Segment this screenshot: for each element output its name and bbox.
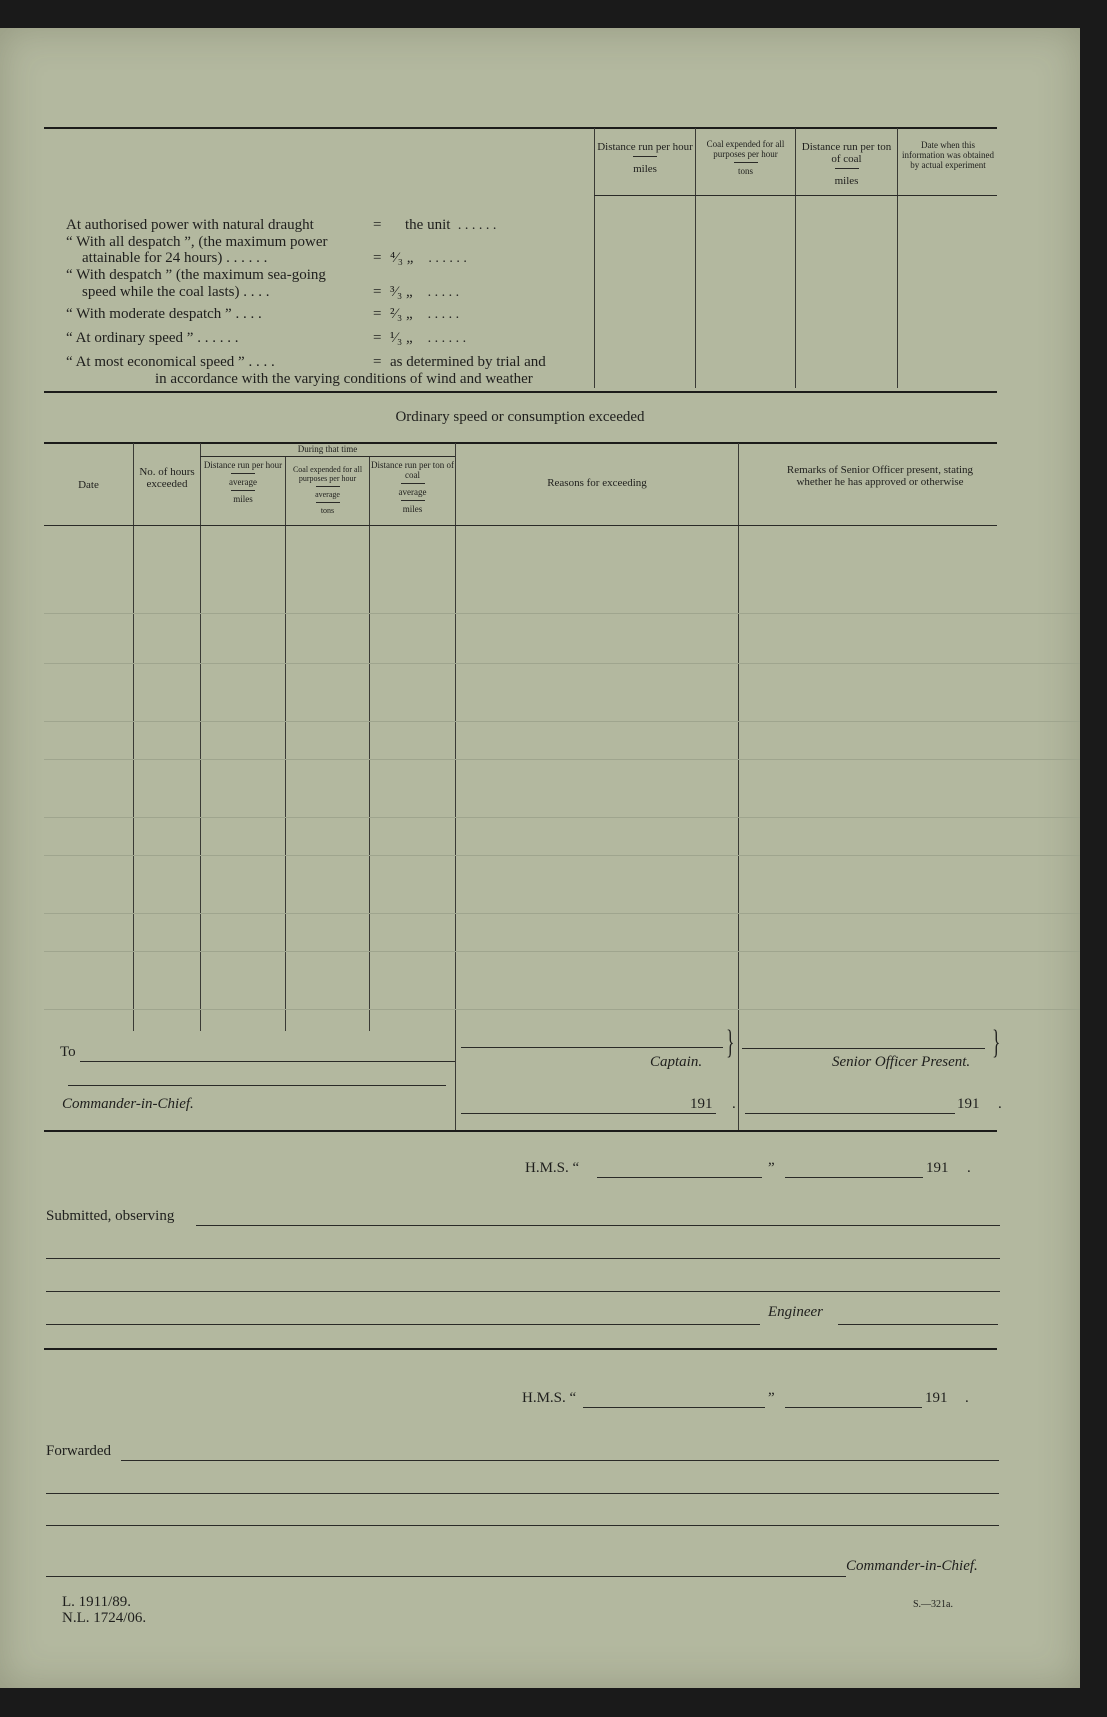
col-divider: [455, 443, 456, 1131]
row-value: ³⁄₃ „ . . . . .: [390, 284, 460, 300]
submitted-line-4[interactable]: [46, 1324, 760, 1325]
header-distance-per-ton: Distance run per ton of coal miles: [801, 141, 892, 187]
mid-table-bottom-rule: [44, 1130, 997, 1132]
header-sub-distance: Distance run per hour average miles: [203, 460, 283, 504]
forwarded-line[interactable]: [121, 1460, 999, 1461]
hms-prefix: H.M.S. “: [522, 1390, 577, 1406]
ledger-line: [44, 817, 1080, 818]
ledger-line: [44, 1009, 1080, 1010]
senior-signature-line[interactable]: [742, 1048, 985, 1049]
row-authorised-power: At authorised power with natural draught: [66, 217, 314, 233]
row-value: as determined by trial and: [390, 354, 546, 370]
col-divider: [897, 128, 898, 388]
senior-officer-label: Senior Officer Present.: [832, 1054, 971, 1070]
row-value: the unit . . . . . .: [405, 217, 497, 233]
col-divider: [695, 128, 696, 388]
row-eq: =: [373, 354, 382, 370]
row-value: ⁴⁄₃ „ . . . . . .: [390, 250, 467, 266]
row-value: ²⁄₃ „ . . . . .: [390, 306, 460, 322]
submitted-line-2[interactable]: [46, 1258, 1000, 1259]
forwarded-line-2[interactable]: [46, 1493, 999, 1494]
header-during: During that time: [297, 444, 358, 454]
header-hours: No. of hours exceeded: [139, 466, 195, 490]
row-moderate-despatch: “ With moderate despatch ” . . . .: [66, 306, 262, 322]
ledger-line: [44, 913, 1080, 914]
mid-header-rule: [44, 525, 997, 526]
top-table-rule: [44, 127, 997, 129]
col-divider: [594, 128, 595, 388]
col-divider: [738, 443, 739, 1131]
captain-label: Captain.: [650, 1054, 703, 1070]
header-distance-per-hour: Distance run per hour miles: [597, 141, 693, 175]
to-line[interactable]: [80, 1061, 455, 1062]
row-value: ¹⁄₃ „ . . . . . .: [390, 330, 467, 346]
commander-label: Commander-in-Chief.: [62, 1096, 194, 1112]
submitted-line[interactable]: [196, 1225, 1000, 1226]
hms-prefix: H.M.S. “: [525, 1160, 580, 1176]
row-line2: attainable for 24 hours) . . . . . .: [82, 250, 268, 266]
top-table-bottom-rule: [44, 391, 997, 393]
section-title: Ordinary speed or consumption exceeded: [395, 409, 645, 425]
form-page: [0, 28, 1080, 1688]
submitted-label: Submitted, observing: [46, 1208, 175, 1224]
hms-period: .: [965, 1390, 969, 1406]
header-coal-per-hour: Coal expended for all purposes per hour tons: [706, 139, 785, 176]
captain-date-line[interactable]: [461, 1113, 716, 1114]
row-ordinary-speed: “ At ordinary speed ” . . . . . .: [66, 330, 239, 346]
ledger-line: [44, 721, 1080, 722]
ledger-line: [44, 613, 1080, 614]
during-rule: [200, 456, 455, 457]
col-divider: [200, 443, 201, 1031]
senior-date-line[interactable]: [745, 1113, 955, 1114]
ship-name-line[interactable]: [583, 1407, 765, 1408]
forwarded-label: Forwarded: [46, 1443, 111, 1459]
header-date-obtained: Date when this information was obtained by actual experiment: [902, 140, 994, 170]
ship-name-line[interactable]: [597, 1177, 762, 1178]
row-all-despatch: “ With all despatch ”, (the maximum power: [66, 234, 328, 250]
col-divider: [795, 128, 796, 388]
col-divider: [285, 456, 286, 1031]
ledger-line: [44, 855, 1080, 856]
col-divider: [369, 456, 370, 1031]
to-label: To: [60, 1044, 76, 1060]
forwarded-line-4[interactable]: [46, 1576, 846, 1577]
mid-table-rule: [44, 442, 997, 444]
engineer-label: Engineer: [768, 1304, 823, 1320]
header-reasons: Reasons for exceeding: [547, 477, 647, 489]
header-sub-per-ton: Distance run per ton of coal average miles: [371, 460, 454, 514]
senior-year: 191: [957, 1096, 980, 1112]
senior-period: .: [998, 1096, 1002, 1112]
captain-period: .: [732, 1096, 736, 1112]
reference-1: L. 1911/89.: [62, 1594, 132, 1610]
header-date: Date: [78, 479, 99, 491]
hms-period: .: [967, 1160, 971, 1176]
row-eq: =: [373, 306, 382, 322]
ledger-line: [44, 951, 1080, 952]
to-line-2[interactable]: [68, 1085, 446, 1086]
ledger-line: [44, 759, 1080, 760]
engineer-bottom-rule: [44, 1348, 997, 1350]
row-economical-speed: “ At most economical speed ” . . . .: [66, 354, 275, 370]
commander-final-label: Commander-in-Chief.: [846, 1558, 978, 1574]
captain-signature-line[interactable]: [461, 1047, 723, 1048]
row-line2: speed while the coal lasts) . . . .: [82, 284, 270, 300]
row-eq: =: [373, 250, 382, 266]
engineer-signature-line[interactable]: [838, 1324, 998, 1325]
brace: }: [992, 1024, 1001, 1061]
row-eq: =: [373, 284, 382, 300]
captain-year: 191: [690, 1096, 713, 1112]
date-line[interactable]: [785, 1177, 923, 1178]
row-despatch: “ With despatch ” (the maximum sea-going: [66, 267, 326, 283]
header-sub-coal: Coal expended for all purposes per hour average tons: [292, 465, 363, 515]
form-number: S.—321a.: [913, 1599, 953, 1610]
row-line2: in accordance with the varying conditions of wind and weather: [155, 371, 533, 387]
hms-year: 191: [925, 1390, 948, 1406]
ledger-line: [44, 663, 1080, 664]
submitted-line-3[interactable]: [46, 1291, 1000, 1292]
reference-2: N.L. 1724/06.: [62, 1610, 147, 1626]
row-eq: =: [373, 217, 382, 233]
brace: }: [726, 1024, 735, 1061]
hms-year: 191: [926, 1160, 949, 1176]
col-divider: [133, 443, 134, 1031]
hms-suffix: ”: [768, 1160, 775, 1176]
header-rule: [594, 195, 997, 196]
row-eq: =: [373, 330, 382, 346]
header-remarks: Remarks of Senior Officer present, stating whether he has approved or otherwise: [786, 464, 974, 488]
hms-suffix: ”: [768, 1390, 775, 1406]
forwarded-line-3[interactable]: [46, 1525, 999, 1526]
date-line[interactable]: [785, 1407, 922, 1408]
